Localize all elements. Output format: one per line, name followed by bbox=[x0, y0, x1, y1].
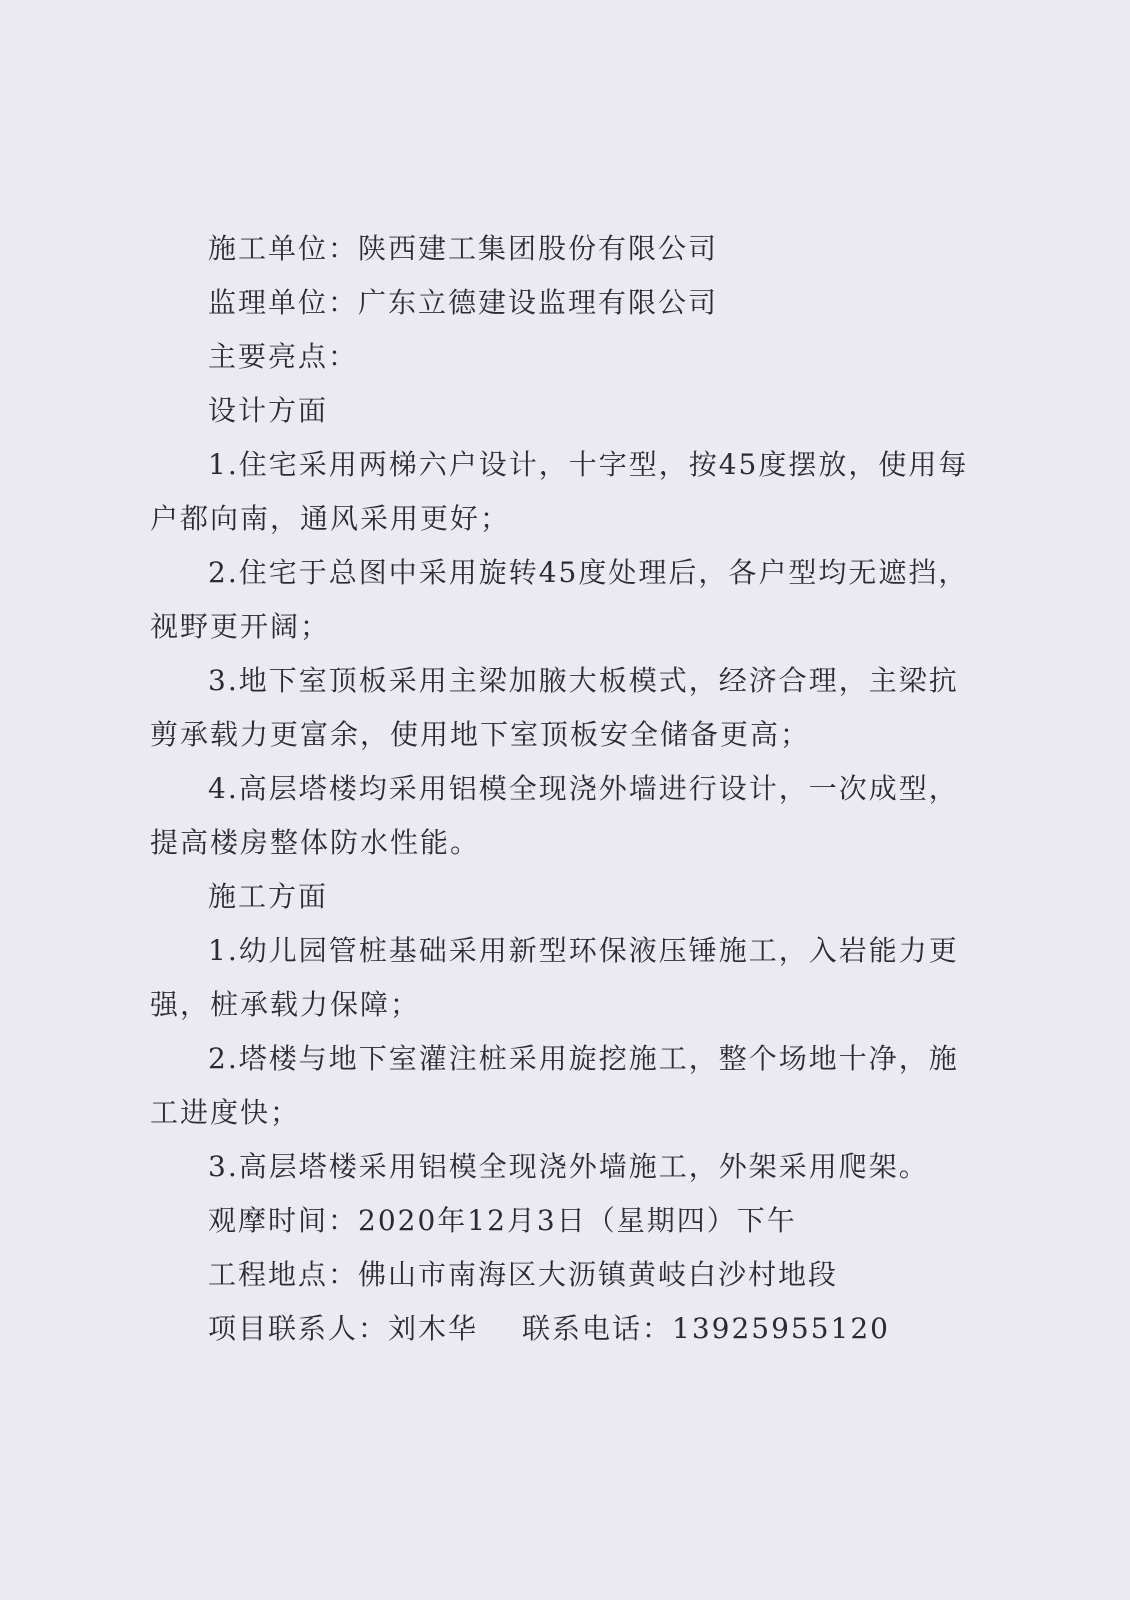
visit-time: 观摩时间：2020年12月3日（星期四）下午 bbox=[208, 1204, 797, 1237]
contact-phone: 联系电话：13925955120 bbox=[522, 1312, 890, 1345]
project-location: 工程地点：佛山市南海区大沥镇黄岐白沙村地段 bbox=[208, 1258, 839, 1291]
contact-person: 项目联系人：刘木华 bbox=[208, 1312, 479, 1345]
construction-heading: 施工方面 bbox=[208, 880, 329, 913]
design-point-4: 4.高层塔楼均采用铝模全现浇外墙进行设计，一次成型，提高楼房整体防水性能。 bbox=[150, 772, 959, 859]
contact-row bbox=[150, 1302, 980, 1356]
construction-point-2: 2.塔楼与地下室灌注桩采用旋挖施工，整个场地十净，施工进度快； bbox=[150, 1042, 959, 1129]
design-point-1: 1.住宅采用两梯六户设计，十字型，按45度摆放，使用每户都向南，通风采用更好； bbox=[150, 448, 969, 535]
construction-point-1: 1.幼儿园管桩基础采用新型环保液压锤施工，入岩能力更强，桩承载力保障； bbox=[150, 934, 959, 1021]
design-point-2: 2.住宅于总图中采用旋转45度处理后，各户型均无遮挡，视野更开阔； bbox=[150, 556, 969, 643]
document-body bbox=[150, 222, 980, 1356]
design-heading: 设计方面 bbox=[208, 394, 329, 427]
construction-unit: 施工单位：陕西建工集团股份有限公司 bbox=[208, 232, 719, 265]
supervision-unit: 监理单位：广东立德建设监理有限公司 bbox=[208, 286, 719, 319]
design-point-3: 3.地下室顶板采用主梁加腋大板模式，经济合理，主梁抗剪承载力更富余，使用地下室顶板安全储备更高； bbox=[150, 664, 959, 751]
construction-point-3: 3.高层塔楼采用铝模全现浇外墙施工，外架采用爬架。 bbox=[208, 1150, 929, 1183]
highlights-heading: 主要亮点： bbox=[208, 340, 359, 373]
